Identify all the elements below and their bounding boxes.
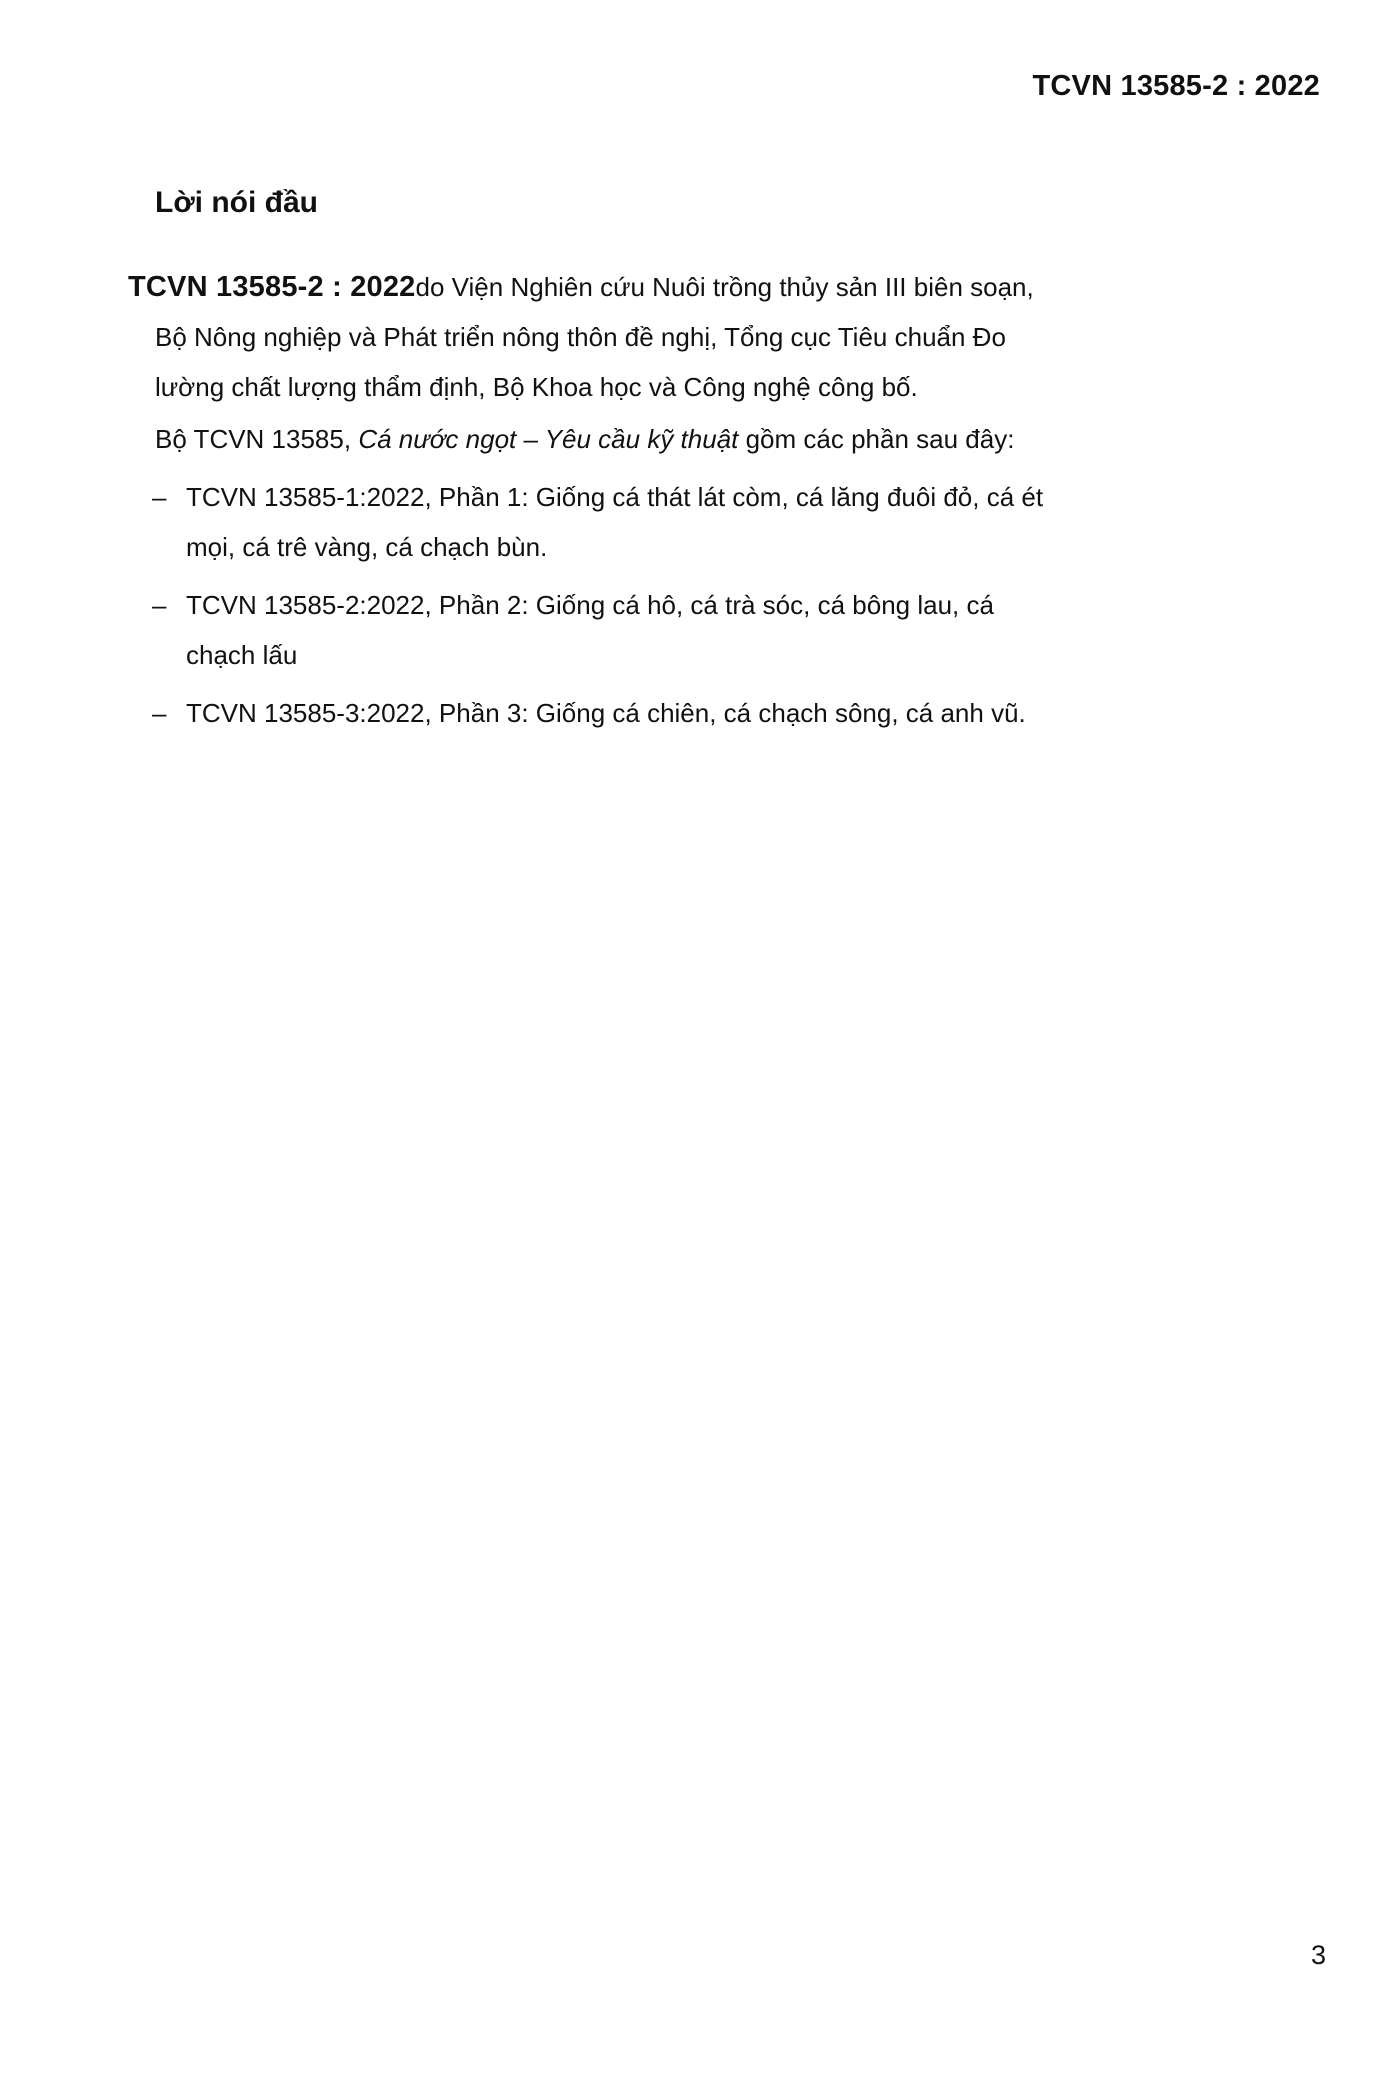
list-item-text: TCVN 13585-2:2022, Phần 2: Giống cá hô, cá trà sóc, cá bông lau, cá chạch lấu: [186, 590, 994, 670]
list-item: [128, 472, 1048, 572]
intro-text: do Viện Nghiên cứu Nuôi trồng thủy sản III biên soạn, Bộ Nông nghiệp và Phát triển nông thôn đề nghị, Tổng cục Tiêu chuẩn Đo lường chất lượng thẩm định, Bộ Khoa học và Công nghệ công bố.: [155, 272, 1034, 402]
list-item-text: TCVN 13585-3:2022, Phần 3: Giống cá chiên, cá chạch sông, cá anh vũ.: [186, 698, 1026, 728]
parts-list: [128, 472, 1048, 738]
page-number: 3: [1310, 1940, 1326, 1970]
series-prefix: Bộ TCVN 13585,: [155, 424, 359, 454]
series-suffix: gồm các phần sau đây:: [738, 424, 1015, 454]
intro-standard-code: TCVN 13585-2 : 2022: [128, 271, 416, 303]
list-item: [128, 688, 1048, 738]
series-title: Cá nước ngọt – Yêu cầu kỹ thuật: [358, 424, 739, 454]
series-paragraph: [128, 414, 1048, 464]
list-item: [128, 580, 1048, 680]
list-dash: –: [152, 482, 167, 512]
list-item-text: TCVN 13585-1:2022, Phần 1: Giống cá thát lát còm, cá lăng đuôi đỏ, cá ét mọi, cá trê vàng, cá chạch bùn.: [186, 482, 1044, 562]
list-dash: –: [152, 698, 167, 728]
intro-paragraph: [128, 262, 1048, 412]
section-title: Lời nói đầu: [155, 186, 318, 219]
list-dash: –: [152, 590, 167, 620]
foreword-body: [128, 262, 1048, 738]
running-header: TCVN 13585-2 : 2022: [1032, 70, 1320, 102]
